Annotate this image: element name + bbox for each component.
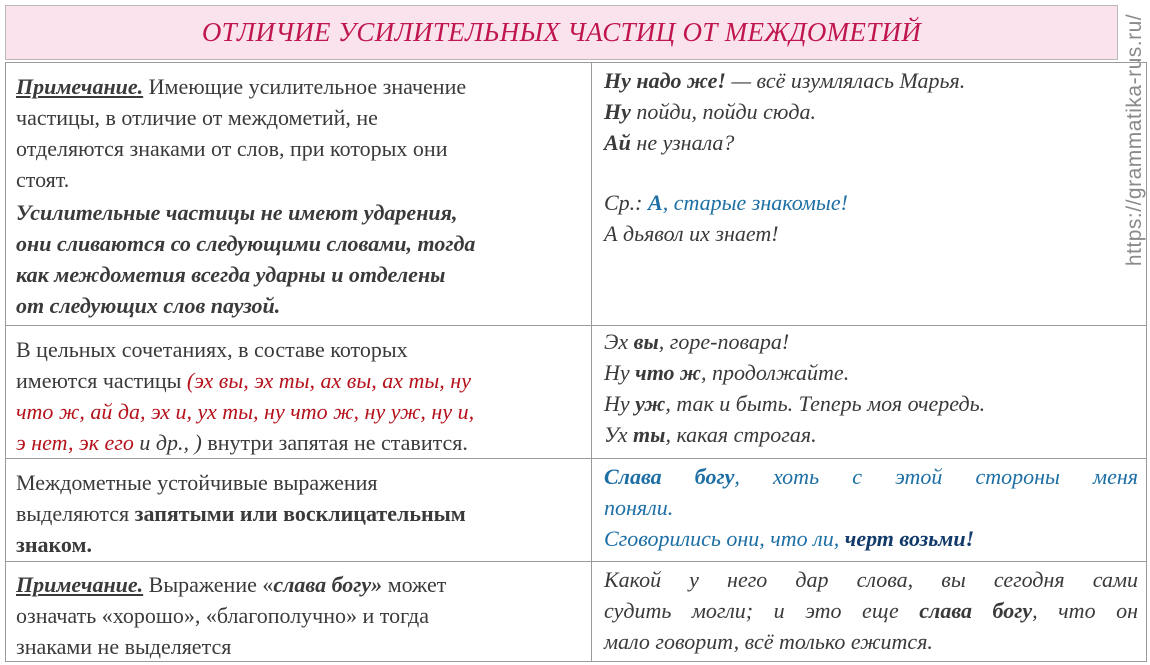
row3-example-cell — [604, 461, 1138, 554]
row3-example3 — [604, 523, 1138, 554]
row1-example2-bold: Ну — [604, 99, 631, 124]
row4-rule-text1: Выражение « — [143, 572, 274, 597]
row4-rule-line2: означать «хорошо», «благополучно» и тогда — [16, 603, 430, 628]
compare-interjection: А — [648, 190, 663, 215]
row1-example2 — [604, 96, 1138, 127]
row2-example3-c: , так и быть. Теперь моя очередь. — [665, 391, 986, 416]
row2-example4 — [604, 419, 1138, 450]
row2-example2-a: Ну — [604, 360, 636, 385]
row4-rule-line1 — [16, 569, 581, 600]
row2-rule-line2 — [16, 365, 581, 396]
row4-rule-cell — [16, 569, 581, 662]
row3-example3-rest: Сговорились они, что ли, — [604, 526, 845, 551]
row1-example3-rest: не узнала? — [630, 130, 735, 155]
row1-rule-cell — [16, 71, 581, 321]
row2-example1-a: Эх — [604, 329, 634, 354]
row2-example4-c: , какая строгая. — [665, 422, 817, 447]
row1-bold-line4: от следующих слов паузой. — [16, 293, 281, 318]
row2-example4-b: ты — [633, 422, 666, 447]
particle-list-part2: что ж, ай да, эх и, ух ты, ну что ж, ну уж, ну и, — [16, 399, 475, 424]
row2-example2-b: что ж — [635, 360, 701, 385]
row4-example1: Какой у него дар слова, вы сегодня сами — [604, 567, 1138, 592]
row3-example1 — [604, 461, 1138, 492]
particle-list-part1: (эх вы, эх ты, ах вы, ах ты, ну — [186, 368, 471, 393]
row4-example3: мало говорит, всё только ежится. — [604, 629, 933, 654]
row3-rule-text2: выделяются — [16, 501, 135, 526]
row1-example-cell — [604, 65, 1138, 249]
row3-example1-bold: Слава богу — [604, 464, 735, 489]
row4-rule-phrase: слава богу» — [273, 572, 383, 597]
compare-label: Ср.: — [604, 190, 648, 215]
row3-example3-bold: черт возьми! — [844, 526, 975, 551]
row3-example2: поняли. — [604, 495, 674, 520]
row4-example2-a: судить могли; и это еще — [604, 598, 920, 623]
row2-rule-text4: внутри запятая не ставится. — [201, 430, 468, 455]
row2-example1 — [604, 326, 1138, 357]
row1-rule-text1: Имеющие усилительное значение — [143, 74, 467, 99]
row1-rule-line1 — [16, 71, 581, 102]
row2-example4-a: Ух — [604, 422, 634, 447]
row2-example2 — [604, 357, 1138, 388]
row2-example1-b: вы — [633, 329, 659, 354]
row3-rule-cell — [16, 467, 581, 560]
row2-rule-line4 — [16, 427, 581, 458]
row3-rule-line1: Междометные устойчивые выражения — [16, 470, 378, 495]
spacer — [604, 158, 1138, 187]
note-label: Примечание. — [16, 74, 144, 99]
row3-rule-line2 — [16, 498, 581, 529]
row1-example4: А дьявол их знает! — [604, 221, 779, 246]
row3-rule-line3: знаком. — [16, 532, 92, 557]
row1-bold-line2: они сливаются со следующими словами, тогда — [16, 231, 476, 256]
row1-example1-bold: Ну надо же! — [604, 68, 726, 93]
row2-rule-line1: В цельных сочетаниях, в составе которых — [16, 337, 408, 362]
row1-example1 — [604, 65, 1138, 96]
column-divider — [591, 63, 592, 661]
row2-example3-b: уж — [635, 391, 666, 416]
row2-example1-c: , горе-повара! — [658, 329, 790, 354]
row1-example3 — [604, 127, 1138, 158]
row2-example2-c: , продолжайте. — [700, 360, 850, 385]
particle-list-etc: и др., ) — [133, 430, 202, 455]
row3-rule-bold2: запятыми или восклицательным — [134, 501, 466, 526]
row4-rule-line3: знаками не выделяется — [16, 634, 232, 659]
row1-example3-bold: Ай — [604, 130, 631, 155]
row1-compare — [604, 187, 1138, 218]
compare-rest: , старые знакомые! — [662, 190, 848, 215]
row3-example1-rest: , хоть с этой стороны меня — [734, 464, 1139, 489]
rules-table — [5, 62, 1147, 662]
row-divider-2 — [6, 458, 1146, 459]
row4-example2-bold: слава богу — [919, 598, 1033, 623]
row1-bold-line1: Усилительные частицы не имеют ударения, — [16, 200, 458, 225]
row2-rule-cell — [16, 334, 581, 458]
table-title-row — [5, 5, 1118, 60]
table-title: ОТЛИЧИЕ УСИЛИТЕЛЬНЫХ ЧАСТИЦ ОТ МЕЖДОМЕТИЙ — [201, 17, 922, 47]
row-divider-3 — [6, 561, 1146, 562]
particle-list-part3: э нет, эк его — [16, 430, 134, 455]
row2-example3-a: Ну — [604, 391, 636, 416]
row2-rule-text2: имеются частицы — [16, 368, 187, 393]
row1-rule-line2: частицы, в отличие от междометий, не — [16, 105, 378, 130]
note-label: Примечание. — [16, 572, 144, 597]
watermark-text: https://grammatika-rus.ru/ — [1123, 13, 1147, 267]
row1-rule-line3: отделяются знаками от слов, при которых они — [16, 136, 448, 161]
row1-bold-line3: как междометия всегда ударны и отделены — [16, 262, 446, 287]
row1-example1-rest: — всё изумлялась Марья. — [726, 68, 966, 93]
row2-example-cell — [604, 326, 1138, 450]
row4-example2-c: , что он — [1032, 598, 1139, 623]
row1-rule-line4: стоят. — [16, 167, 70, 192]
row2-example3 — [604, 388, 1138, 419]
row4-example-cell — [604, 564, 1138, 657]
row4-rule-text1-end: может — [382, 572, 447, 597]
row4-example2 — [604, 595, 1138, 626]
row1-example2-rest: пойди, пойди сюда. — [630, 99, 817, 124]
